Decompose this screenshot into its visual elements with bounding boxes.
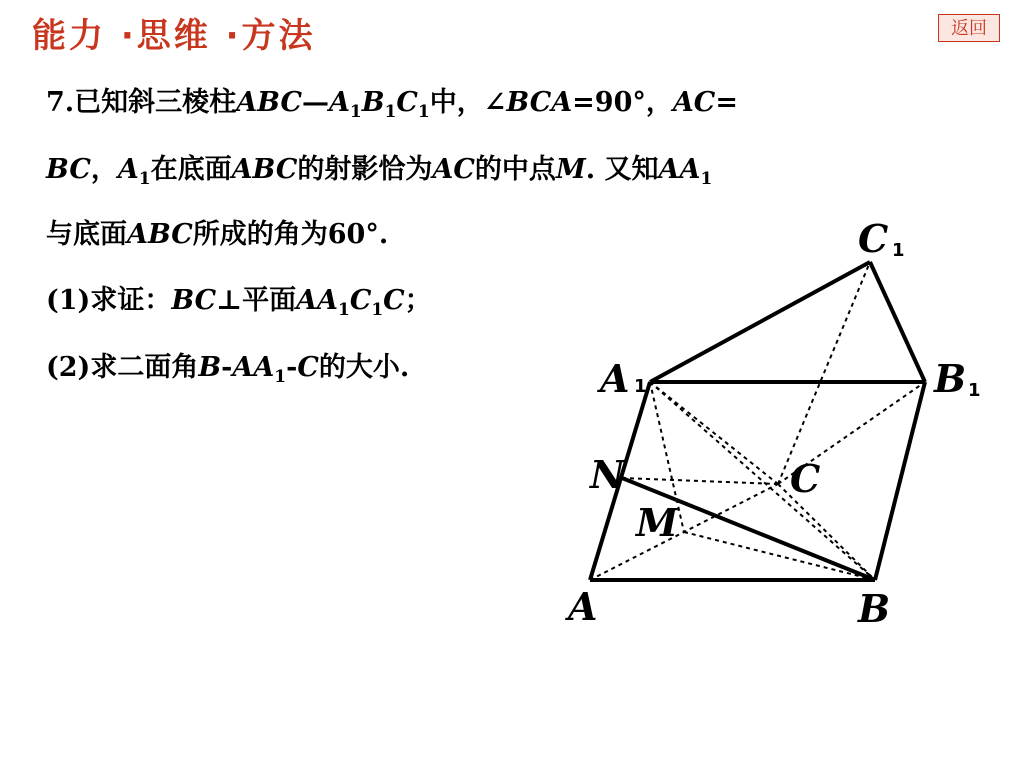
back-button[interactable]: 返回 [938, 14, 1000, 42]
math-ac: AC [672, 87, 716, 118]
subscript: 1 [417, 102, 430, 122]
subscript: 1 [700, 169, 713, 189]
subscript: 1 [274, 367, 287, 387]
text: 与底面 [46, 219, 127, 250]
question-part-2 [46, 345, 410, 387]
dashed-n-c [622, 478, 778, 484]
math-abc: ABC [127, 219, 193, 250]
text: (1)求证： [46, 285, 172, 316]
math-aa: AA [296, 285, 338, 316]
math-c: C [297, 352, 319, 383]
subscript: 1 [138, 169, 151, 189]
text: 在底面 [150, 154, 232, 185]
math-c: C [349, 285, 372, 316]
edge-b-b1 [875, 382, 925, 580]
math-bc: BC [171, 285, 217, 316]
label-a1-sub: 1 [634, 376, 647, 397]
math-bca: BCA [506, 87, 573, 118]
text: 的中点 [474, 154, 556, 185]
text: . 又知 [585, 154, 659, 185]
edge-a1-c1 [650, 262, 870, 382]
math-abc: ABC [236, 87, 302, 118]
label-c: C [790, 456, 821, 501]
math-a: A [328, 87, 350, 118]
math-m: M [555, 154, 586, 185]
problem-line-1 [46, 80, 738, 122]
dashed-c-c1 [778, 262, 870, 484]
math-aa: AA [232, 352, 275, 383]
problem-line-3 [46, 212, 388, 251]
math-b: B [198, 352, 222, 383]
math-a: A [117, 154, 139, 185]
text: = [715, 87, 738, 118]
text: 的射影恰为 [297, 154, 433, 185]
label-b1-sub: 1 [968, 380, 981, 401]
label-a: A [568, 584, 598, 629]
math-b: B [361, 87, 385, 118]
label-b1: B [934, 356, 967, 401]
text: 的大小. [318, 352, 410, 383]
math-abc: ABC [231, 154, 298, 185]
text: =90°， [572, 87, 673, 118]
label-m: M [636, 500, 679, 545]
text: ， [90, 154, 118, 185]
math-ac: AC [432, 154, 475, 185]
text: - [221, 352, 233, 383]
text: 中，∠ [429, 87, 507, 118]
problem-number: 7. [46, 87, 75, 118]
page-title: 能力 ·思维 ·方法 [32, 16, 316, 56]
edge-c1-b1 [870, 262, 925, 382]
subscript: 1 [349, 102, 362, 122]
math-c: C [383, 285, 405, 316]
dashed-a1-b [650, 382, 875, 580]
problem-line-2 [46, 147, 713, 189]
dashed-m-b [684, 532, 875, 580]
prism-figure [560, 210, 1000, 630]
math-c: C [396, 87, 418, 118]
label-a1: A [600, 356, 630, 401]
label-n: N [590, 452, 625, 497]
text: ； [404, 285, 432, 316]
text: (2)求二面角 [46, 352, 199, 383]
subscript: 1 [371, 300, 384, 320]
label-b: B [858, 586, 891, 630]
math-aa: AA [658, 154, 701, 185]
question-part-1 [46, 278, 432, 320]
text: — [301, 87, 329, 118]
text: 所成的角为60°. [192, 219, 389, 250]
text: ⊥平面 [216, 285, 297, 316]
label-c1: C [858, 216, 889, 261]
math-bc: BC [46, 154, 91, 185]
label-c1-sub: 1 [892, 240, 905, 261]
subscript: 1 [337, 300, 350, 320]
text: - [286, 352, 298, 383]
text: 已知斜三棱柱 [74, 87, 237, 118]
subscript: 1 [384, 102, 397, 122]
